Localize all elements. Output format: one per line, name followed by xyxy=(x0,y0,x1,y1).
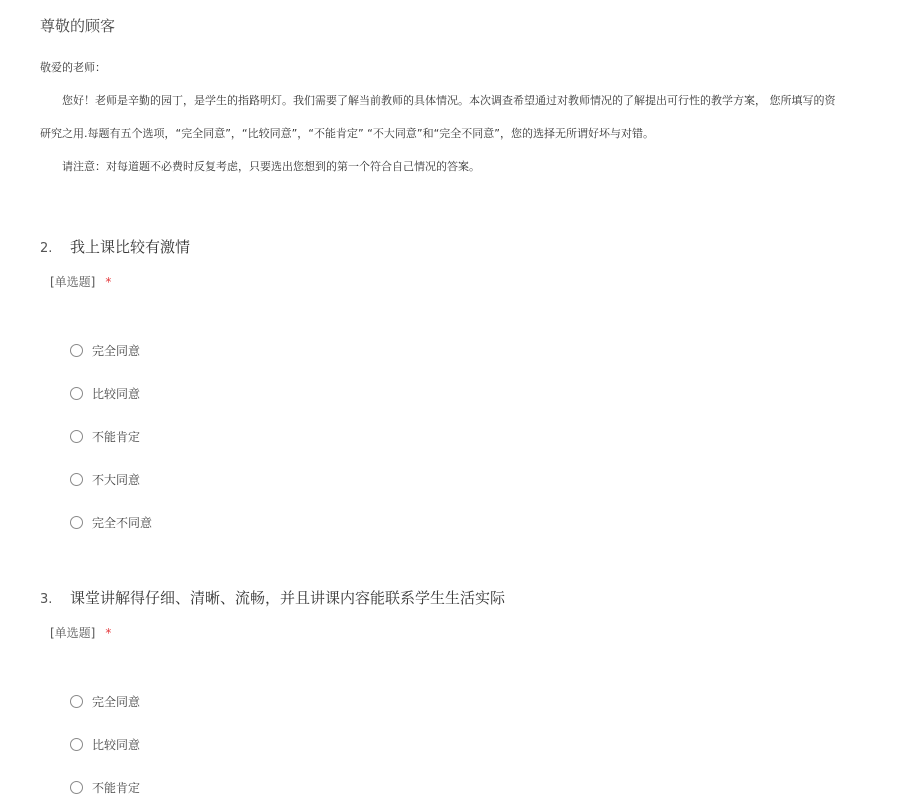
question-title xyxy=(40,587,505,608)
survey-title: 尊敬的顾客 xyxy=(40,17,116,35)
intro-note: 请注意：对每道题不必费时反复考虑，只要选出您想到的第一个符合自己情况的答案。 xyxy=(62,160,480,173)
option-fully-disagree[interactable] xyxy=(70,513,152,531)
option-label: 完全同意 xyxy=(92,343,141,358)
radio-button[interactable] xyxy=(70,387,83,400)
question-number: 2. xyxy=(40,241,53,256)
option-label: 不能肯定 xyxy=(92,780,141,795)
radio-button[interactable] xyxy=(70,344,83,357)
question-text: 我上课比较有激情 xyxy=(70,238,191,256)
option-fairly-agree[interactable] xyxy=(70,384,140,402)
option-label: 完全不同意 xyxy=(92,515,153,530)
option-fairly-agree[interactable] xyxy=(70,735,140,753)
required-mark: * xyxy=(105,626,112,640)
option-somewhat-disagree[interactable] xyxy=(70,470,140,488)
option-not-sure[interactable] xyxy=(70,427,140,445)
option-fully-agree[interactable] xyxy=(70,341,140,359)
option-label: 比较同意 xyxy=(92,386,141,401)
radio-button[interactable] xyxy=(70,738,83,751)
question-type-label: [单选题] xyxy=(50,626,96,640)
radio-button[interactable] xyxy=(70,516,83,529)
option-label: 不大同意 xyxy=(92,472,141,487)
radio-button[interactable] xyxy=(70,473,83,486)
option-not-sure[interactable] xyxy=(70,778,140,796)
intro-paragraph-line-1: 您好！老师是辛勤的园丁，是学生的指路明灯。我们需要了解当前教师的具体情况。本次调查希望通过对教师情况的了解提出可行性的教学方案， 您所填写的资 xyxy=(62,94,836,107)
radio-button[interactable] xyxy=(70,781,83,794)
radio-button[interactable] xyxy=(70,430,83,443)
option-fully-agree[interactable] xyxy=(70,692,140,710)
question-text: 课堂讲解得仔细、清晰、流畅，并且讲课内容能联系学生生活实际 xyxy=(70,589,506,607)
intro-greeting: 敬爱的老师： xyxy=(40,61,106,74)
option-label: 完全同意 xyxy=(92,694,141,709)
option-label: 比较同意 xyxy=(92,737,141,752)
question-type xyxy=(50,624,111,641)
question-type-label: [单选题] xyxy=(50,275,96,289)
radio-button[interactable] xyxy=(70,695,83,708)
question-number: 3. xyxy=(40,592,53,607)
question-type xyxy=(50,273,111,290)
intro-paragraph-line-2: 研究之用.每题有五个选项，“完全同意”，“比较同意”，“不能肯定” “不大同意”和“完全不同意”，您的选择无所谓好坏与对错。 xyxy=(40,127,654,140)
required-mark: * xyxy=(105,275,112,289)
option-label: 不能肯定 xyxy=(92,429,141,444)
question-title xyxy=(40,236,190,257)
